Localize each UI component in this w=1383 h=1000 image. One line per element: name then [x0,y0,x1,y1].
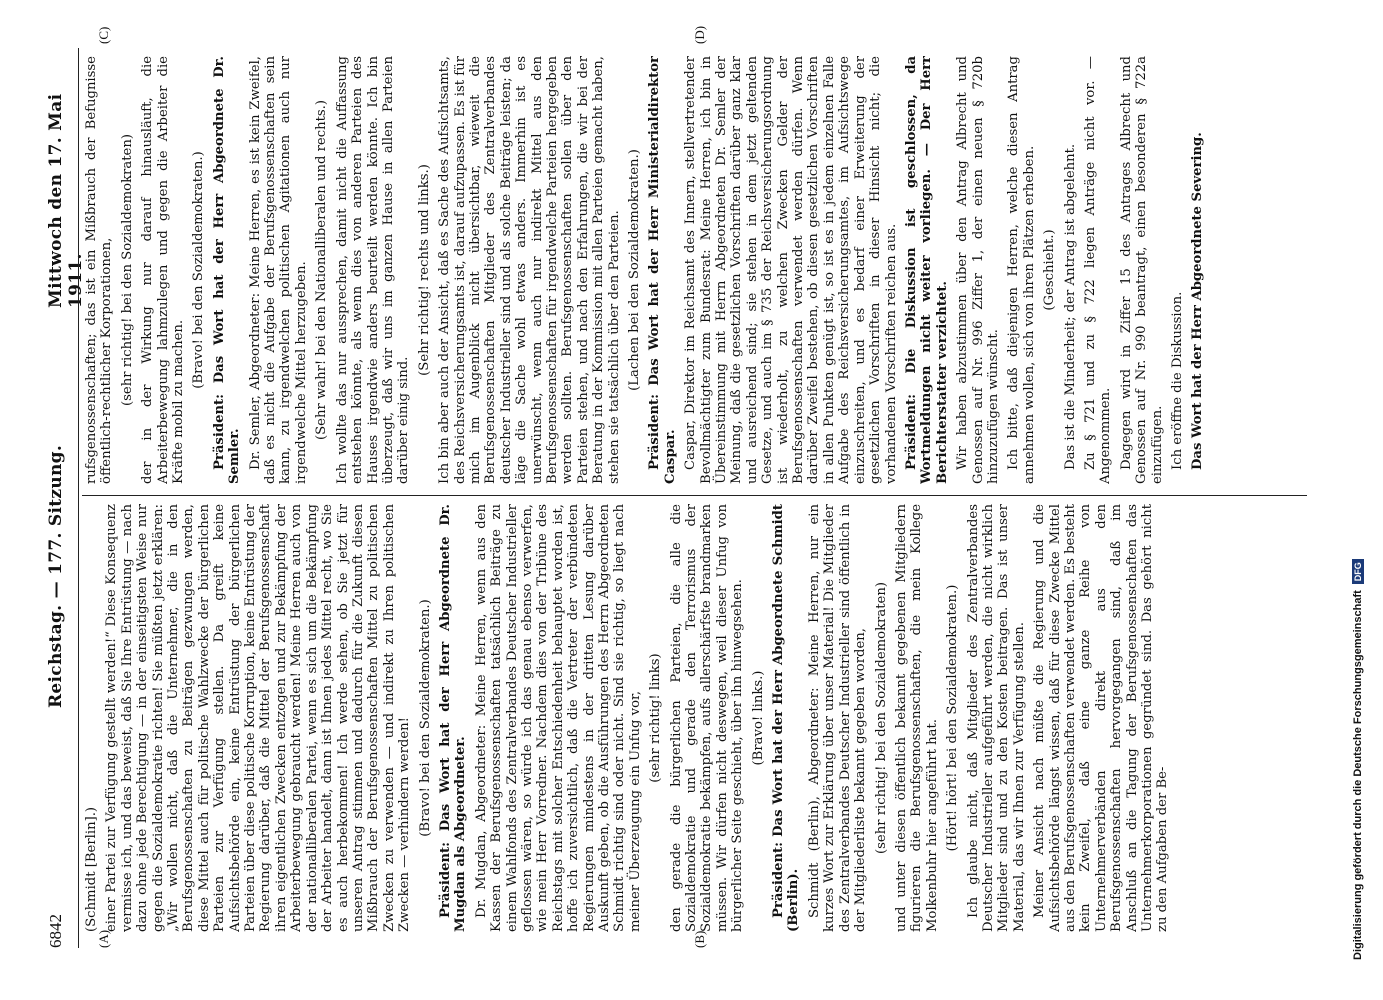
paragraph: (Schmidt [Berlin].) [84,806,99,932]
margin-marker-b: (B) [692,930,707,948]
right-column [84,56,1309,484]
margin-marker-c: (C) [96,26,111,44]
page-header [38,48,86,948]
header-title: Reichstag. — 177. Sitzung. [46,444,66,708]
digitization-credit [1352,0,1364,960]
paragraph: rufsgenossenschaften; das ist ein Mißbrauch der Befugnisse öffentlich-rechtlicher Korporationen, [84,56,115,484]
interjection: (Geschieht.) [1042,229,1058,311]
header-date: Mittwoch den 17. Mai 1911. [46,93,86,308]
paragraph: Ich wollte das nur aussprechen, damit nicht die Auffassung entstehen könnte, als wenn dies von anderen Parteien des Hauses irgendwie anders beurteilt werden könnte. Ich bin überzeugt, daß wir uns im ganzen Hause in allen Parteien darüber einig sind. [334,56,412,484]
interjection: (Sehr wahr! bei den Nationalliberalen und rechts.) [314,100,330,440]
speaker-paragraph: Präsident: Die Diskussion ist geschlossen, da Wortmeldungen nicht weiter vorliegen. — Der Herr Berichterstatter verzichtet. [903,56,950,484]
interjection: (sehr richtig! links) [648,653,664,783]
paragraph: Das ist die Minderheit; der Antrag ist abgelehnt. [1062,143,1078,470]
interjection: (Sehr richtig! rechts und links.) [416,164,432,376]
paragraph: Ich bitte, daß diejenigen Herren, welche diesen Antrag annehmen wollen, sich von ihren Plätzen erheben. [1006,56,1037,484]
margin-marker-d: (D) [692,25,707,44]
dfg-logo: DFG [1352,559,1364,584]
paragraph: Zu § 721 und zu § 722 liegen Anträge nicht vor. — Angenommen. [1082,56,1114,484]
paragraph: Ich eröffne die Diskussion. [1170,291,1185,470]
paragraph: Das Wort hat der Herr Abgeordnete Severing. [1190,132,1206,470]
speaker-paragraph: Präsident: Das Wort hat der Herr Ministerialdirektor Caspar. [647,56,678,484]
speaker-paragraph: Präsident: Das Wort hat der Herr Abgeordnete Dr. Semler. [211,56,243,484]
paragraph: Wir haben abzustimmen über den Antrag Albrecht und Genossen auf Nr. 996 Ziffer 1, der einen neuen § 720b hinzuzufügen wünscht. [955,56,1001,484]
paragraph: den gerade die bürgerlichen Parteien, die alle die Sozialdemokratie und gerade den Terrorismus der Sozialdemokratie bekämpfen, aufs allerschärfste brandmarken müssen. Wir dürfen nicht deswegen, weil dieser Unfug von bürgerlicher Seite geschieht, über ihn hinwegsehen. [668,504,746,932]
paragraph: Schmidt (Berlin), Abgeordneter: Meine Herren, nur ein kurzes Wort zur Erklärung über unser Material! Die Mitglieder des Zentralverbandes Deutscher Industrieller sind öffentlich in der Mitgliederliste bekannt gegeben worden, [806,504,869,932]
paragraph: Meiner Ansicht nach müßte die Regierung und die Aufsichtsbehörde längst wissen, daß für diese Zwecke Mittel aus den Berufsgenossenschaften verwendet werden. Es besteht kein Zweifel, daß eine ganze Reihe von Unternehmerverbänden direkt aus den Berufsgenossenschaften hervorgegangen sind, daß im Anschluß an die Tagung der Berufsgenossenschaften das Unternehmerkorporationen gegründet sind. Das gehört nicht zu den Aufgaben der Be- [1032,504,1171,932]
paragraph: Ich bin aber auch der Ansicht, daß es Sache des Aufsichtsamts, des Reichsversicherungsamts ist, darauf aufzupassen. Es ist für mich im Augenblick nicht übersichtbar, wieweit die Berufsgenossenschaften Mitglieder des Zentralverbandes deutscher Industrieller sind und als solche Beiträge leisten; da läge die Sache wohl etwas anders. Immerhin ist es unerwünscht, wenn auch nur indirekt Mittel aus den Berufsgenossenschaften für irgendwelche Parteien hergegeben werden sollten. Berufsgenossenschaften sollen über den Parteien stehen, und nach den Erfahrungen, die wir bei der Beratung in der Kommission mit allen Parteien gemacht haben, stehen sie tatsächlich über den Parteien. [437,56,622,484]
paragraph: der in der Wirkung nur darauf hinausläuft, die Arbeiterbewegung lahmzulegen und gegen die Arbeiter die Kräfte mobil zu machen. [140,56,187,484]
page-number: 6842 [46,914,65,948]
paragraph: Dr. Semler, Abgeordneter: Meine Herren, es ist kein Zweifel, daß es nicht die Aufgabe der Berufsgenossenschaften sein kann, zu irgendwelchen politischen Agitationen auch nur irgendwelche Mittel herzugeben. [247,56,309,484]
paragraph: einer Partei zur Verfügung gestellt werden!“ Diese Konsequenz vermisse ich, und das beweist, daß Sie Ihre Entrüstung — nach dazu ohne jede Berechtigung — in der einseitigsten Weise nur gegen die Sozialdemokratie richten! Sie müßten jetzt erklären: „Wir wollen nicht, daß die Unternehmer, die in den Berufsgenossenschaften zu Beiträgen gezwungen werden, diese Mittel auch für politische Wahlzwecke der bürgerlichen Parteien zur Verfügung stellen. Da greift keine Aufsichtsbehörde ein, keine Entrüstung der bürgerlichen Parteien über diese politische Korruption, keine Entrüstung der Regierung darüber, daß die Mittel der Berufsgenossenschaft ihren eigentlichen Zwecken entzogen und zur Bekämpfung der Arbeiterbewegung gebraucht werden! Meine Herren auch von der nationalliberalen Partei, wenn es sich um die Bekämpfung der Arbeiter handelt, dann ist Ihnen jedes Mittel recht, wo Sie es auch herbekommen! Ich werde sehen, ob Sie jetzt für unseren Antrag stimmen und dadurch für die Zukunft diesen Mißbrauch der Berufsgenossenschaften Mittel zu politischen Zwecken zu verwenden — und indirekt zu Ihren politischen Zwecken — verhindern werden! [104,504,413,932]
paragraph: Caspar, Direktor im Reichsamt des Innern, stellvertretender Bevollmächtigter zum Bundesrat: Meine Herren, ich bin in Übereinstimmung mit Herrn Abgeordneten Dr. Semler der Meinung, daß die gesetzlichen Vorschriften darüber ganz klar und ausreichend sind; sie stehen in dem jetzt geltenden Gesetze, und auch im § 735 der Reichsversicherungsordnung ist wiederholt, zu welchen Zwecken Gelder der Berufsgenossenschaften verwendet werden dürfen. Wenn darüber Zweifel bestehen, ob diesen gesetzlichen Vorschriften in allen Punkten genügt ist, so ist es in jedem einzelnen Falle Aufgabe des Reichsversicherungsamtes, im Aufsichtswege einzuschreiten, und es bedarf einer Erweiterung der gesetzlichen Vorschriften in dieser Hinsicht nicht; die vorhandenen Vorschriften reichen aus. [683,56,899,484]
paragraph: Dagegen wird in Ziffer 15 des Antrages Albrecht und Genossen auf Nr. 990 beantragt, einen besonderen § 722a einzufügen. [1118,56,1165,484]
speaker-paragraph: Präsident: Das Wort hat der Herr Abgeordnete Dr. Mugdan als Abgeordneter. [437,504,469,932]
left-column [84,504,1309,932]
interjection: (sehr richtig! bei den Sozialdemokraten) [119,134,135,406]
interjection: (sehr richtig! bei den Sozialdemokraten) [873,582,889,854]
credit-text: Digitalisierung gefördert durch die Deutsche Forschungsgemeinschaft [1352,590,1364,960]
interjection: (Lachen bei den Sozialdemokraten.) [627,149,642,391]
margin-marker-a: (A) [96,929,111,948]
interjection: (Hört! hört! bei den Sozialdemokraten.) [945,584,961,852]
paragraph: und unter diesen öffentlich bekannt gegebenen Mitgliedern figurieren die Berufsgenossenschaften, die mein Kollege Molkenbuhr hier angeführt hat. [893,504,940,932]
header-rule [78,48,79,948]
column-separator [82,495,1307,496]
interjection: (Bravo! bei den Sozialdemokraten.) [417,599,433,837]
interjection: (Bravo! bei den Sozialdemokraten.) [191,151,207,389]
paragraph: Dr. Mugdan, Abgeordneter: Meine Herren, wenn aus den Kassen der Berufsgenossenschaften tatsächlich Beiträge zu einem Wahlfonds des Zentralverbandes Deutscher Industrieller geflossen wären, so würde ich das genau ebenso verwerfen, wie mein Herr Vorredner. Nachdem dies von der Tribüne des Reichstags mit solcher Entschiedenheit behauptet worden ist, hoffe ich zuversichtlich, daß die Vertreter der verbündeten Regierungen mindestens in der dritten Lesung darüber Auskunft geben, ob die Ausführungen des Herrn Abgeordneten Schmidt richtig sind oder nicht. Sind sie richtig, so liegt nach meiner Überzeugung ein Unfug vor, [473,504,643,932]
paragraph: Ich glaube nicht, daß Mitglieder des Zentralverbandes Deutscher Industrieller aufgeführt werden, die nicht wirklich Mitglieder sind und zu den Kosten beitragen. Das ist unser Material, das wir Ihnen zur Verfügung stellen. [965,504,1027,932]
interjection: (Bravo! links.) [750,670,766,766]
speaker-paragraph: Präsident: Das Wort hat der Herr Abgeordnete Schmidt (Berlin). [771,504,802,932]
